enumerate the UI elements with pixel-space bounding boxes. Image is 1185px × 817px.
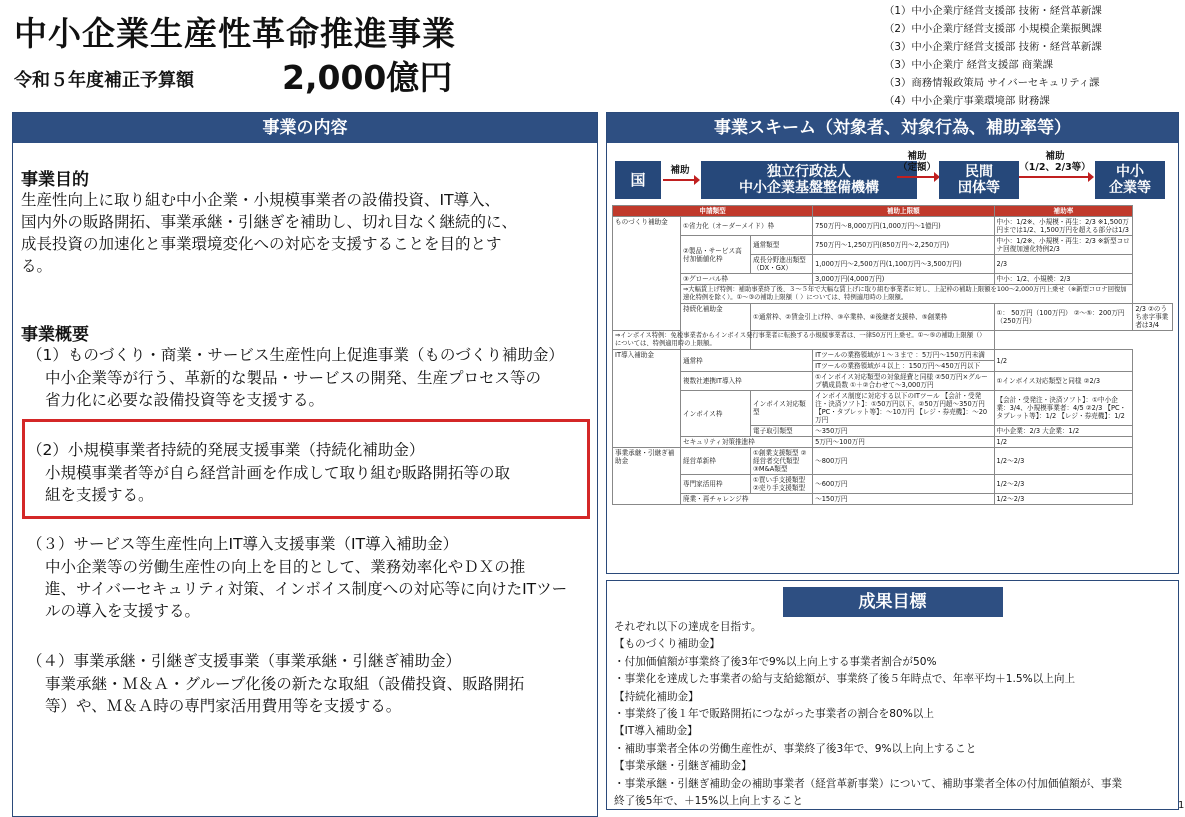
table-cell: ②製品・サービス高付加価値化枠: [681, 236, 751, 274]
goal-line: 【ものづくり補助金】: [614, 638, 720, 651]
table-header: 補助上限額: [813, 206, 994, 217]
table-cell: 中小：1/2、小規模：2/3: [994, 274, 1133, 285]
table-cell: ITツールの業務領域が１～３まで ：5万円～150万円未満: [813, 350, 994, 361]
overview-item-4-head: （４）事業承継・引継ぎ支援事業（事業承継・引継ぎ補助金）: [27, 652, 462, 670]
table-cell: 1/2～2/3: [994, 475, 1133, 494]
goals-panel: [606, 580, 1179, 810]
overview-item-2-head: （2）小規模事業者持続的発展支援事業（持続化補助金）: [27, 441, 425, 459]
scheme-panel: [606, 112, 1179, 574]
table-cell: ①買い手支援類型 ②売り手支援類型: [751, 475, 813, 494]
agency-line: 中小企業基盤整備機構: [739, 180, 879, 196]
goal-line: 【IT導入補助金】: [614, 725, 698, 738]
item-line: 小規模事業者等が自ら経営計画を作成して取り組む販路開拓等の取: [45, 464, 511, 482]
item-line: 進、サイバーセキュリティ対策、インボイス制度への対応等に向けたITツー: [45, 580, 568, 598]
table-cell: インボイス対応類型: [751, 391, 813, 426]
table-note: ⇒インボイス特例：免税事業者からインボイス発行事業者に転換する小規模事業者は、一律50万円上乗せ。①～⑤の補助上限額（）については、特例適用時の上限額。: [613, 331, 995, 350]
table-cell: 3,000万円(4,000万円): [813, 274, 994, 285]
purpose-line: 生産性向上に取り組む中小企業・小規模事業者の設備投資、IT導入、: [21, 191, 501, 209]
goals-list: [614, 619, 1174, 810]
goal-line: ・事業終了後１年で販路開拓につながった事業者の割合を80%以上: [614, 708, 934, 721]
table-cell: 複数社連携IT導入枠: [681, 372, 813, 391]
goal-line: 【持続化補助金】: [614, 690, 699, 703]
item-line: 事業承継・Ｍ＆Ａ・グループ化後の新たな取組（設備投資、販路開拓: [45, 675, 525, 693]
ministry-item: （3）中小企業庁 経営支援部 商業課: [884, 59, 1054, 71]
sme-line: 中小: [1116, 164, 1144, 180]
ministry-item: （1）中小企業庁経営支援部 技術・経営革新課: [884, 5, 1102, 17]
table-cell: 廃業・再チャレンジ枠: [681, 494, 813, 505]
table-cell: ～600万円: [813, 475, 994, 494]
table-cell: 持続化補助金: [681, 304, 751, 350]
overview-item-2-body: [45, 462, 583, 506]
flow-arrow-1: [663, 165, 697, 181]
table-cell: ～800万円: [813, 448, 994, 475]
overview-item-3-head: （３）サービス等生産性向上IT導入支援事業（IT導入補助金）: [27, 535, 459, 553]
item-line: 等）や、Ｍ＆Ａ時の専門家活用費用等を支援する。: [45, 697, 402, 715]
table-cell: ITツールの業務領域が４以上 ：150万円～450万円以下: [813, 361, 994, 372]
table-cell: 中小企業：2/3 大企業：1/2: [994, 426, 1133, 437]
scheme-panel-header: 事業スキーム（対象者、対象行為、補助率等）: [607, 113, 1178, 143]
table-cell: IT導入補助金: [613, 350, 681, 448]
table-cell: 通常類型: [751, 236, 813, 255]
overview-item-4-body: [45, 673, 583, 717]
table-cell: 5万円～100万円: [813, 437, 994, 448]
table-cell: ～350万円: [813, 426, 994, 437]
table-cell: ①： 50万円（100万円） ②～⑤：200万円（250万円）: [994, 304, 1133, 331]
purpose-line: る。: [21, 257, 53, 275]
overview-item-3-body: [45, 556, 583, 622]
goal-line: 【事業承継・引継ぎ補助金】: [614, 760, 752, 773]
item-line: 省力化に必要な設備投資等を支援する。: [45, 391, 325, 409]
table-cell: ①インボイス対応類型と同様 ②2/3: [994, 372, 1133, 391]
goal-line: ・事業化を達成した事業者の給与支給総額が、事業終了後５年時点で、年率平均＋1.5%以上向上: [614, 673, 1076, 686]
item-line: 中小企業等が行う、革新的な製品・サービスの開発、生産プロセス等の: [45, 369, 542, 387]
content-panel-header: 事業の内容: [13, 113, 597, 143]
ministry-list: [884, 2, 1102, 110]
ministry-item: （3）商務情報政策局 サイバーセキュリティ課: [884, 77, 1100, 89]
table-cell: 1/2～2/3: [994, 448, 1133, 475]
table-cell: 専門家活用枠: [681, 475, 751, 494]
table-cell: 1/2: [994, 350, 1133, 372]
table-cell: インボイス枠: [681, 391, 751, 437]
table-cell: 電子取引類型: [751, 426, 813, 437]
purpose-title: 事業目的: [21, 170, 89, 190]
table-note: ⇒大幅賃上げ特例：補助事業終了後、３～５年で大幅な賃上げに取り組む事業者に対し、上記枠の補助上限額を100～2,000万円上乗せ（※新型コロナ回復加速化特例を除く）。①～③の補助上限額（ ）については、特例適用時の上限額。: [681, 285, 1133, 304]
flow-arrow-3: [1019, 151, 1091, 178]
table-cell: ものづくり補助金: [613, 217, 681, 331]
private-line: 団体等: [958, 180, 1000, 196]
purpose-line: 国内外の販路開拓、事業承継・引継ぎを補助し、切れ目なく継続的に、: [21, 213, 518, 231]
goals-panel-header: 成果目標: [783, 587, 1003, 617]
table-cell: ①通常枠、②賃金引上げ枠、③卒業枠、④後継者支援枠、⑤創業枠: [751, 304, 995, 331]
table-cell: ③グローバル枠: [681, 274, 813, 285]
flow-agency: [701, 161, 917, 199]
sme-line: 企業等: [1109, 180, 1151, 196]
goal-line: ・補助事業者全体の労働生産性が、事業終了後3年で、9%以上向上すること: [614, 742, 977, 755]
goal-line: 終了後5年で、＋15%以上向上すること: [614, 795, 803, 808]
budget-label: 令和５年度補正予算額: [14, 70, 194, 91]
table-cell: 中小：1/2※、小規模・再生：2/3 ※1,500万円までは1/2、1,500万円を超える部分は1/3: [994, 217, 1133, 236]
table-cell: ①創業支援類型 ②経営者交代類型③M&A類型: [751, 448, 813, 475]
arrow-label: 補助: [907, 151, 927, 162]
table-cell: 1,000万円～2,500万円(1,100万円～3,500万円): [813, 255, 994, 274]
table-cell: セキュリティ対策推進枠: [681, 437, 813, 448]
overview-item-1-head: （1）ものづくり・商業・サービス生産性向上促進事業（ものづくり補助金）: [27, 346, 564, 364]
table-header: 補助率: [994, 206, 1133, 217]
table-cell: 2/3 ②のうち赤字事業者は3/4: [1133, 304, 1173, 331]
ministry-item: （3）中小企業庁経営支援部 技術・経営革新課: [884, 41, 1102, 53]
table-cell: ①省力化（オーダーメイド）枠: [681, 217, 813, 236]
goal-line: ・事業承継・引継ぎ補助金の補助事業者（経営革新事業）について、補助事業者全体の付加価値額が、事業: [614, 777, 1123, 790]
ministry-item: （2）中小企業庁経営支援部 小規模企業振興課: [884, 23, 1102, 35]
agency-line: 独立行政法人: [767, 164, 851, 180]
arrow-label: （定額）: [897, 162, 936, 173]
scheme-table: [612, 205, 1173, 505]
table-cell: 通常枠: [681, 350, 813, 372]
purpose-text: [21, 189, 601, 277]
arrow-label: 補助: [670, 165, 690, 176]
overview-title: 事業概要: [21, 325, 89, 345]
table-header: 申請類型: [613, 206, 813, 217]
table-cell: 750万円～8,000万円(1,000万円～1億円): [813, 217, 994, 236]
budget-amount: 2,000億円: [282, 58, 453, 97]
arrow-label: 補助: [1045, 151, 1065, 162]
arrow-label: （1/2、2/3等）: [1019, 162, 1091, 173]
table-cell: 【会計・受発注・決済ソフト】：①中小企業：3/4、小規模事業者：4/5 ②2/3 【PC・タブレット等】：1/2 【レジ・券売機】：1/2: [994, 391, 1133, 426]
item-line: 組を支援する。: [45, 486, 154, 504]
private-line: 民間: [965, 164, 993, 180]
table-cell: 1/2～2/3: [994, 494, 1133, 505]
item-line: ルの導入を支援する。: [45, 602, 201, 620]
content-panel: [12, 112, 598, 817]
table-cell: 事業承継・引継ぎ補助金: [613, 448, 681, 505]
ministry-item: （4）中小企業庁事業環境部 財務課: [884, 95, 1050, 107]
overview-item-1-body: [45, 367, 583, 411]
table-cell: 成長分野進出類型（DX・GX）: [751, 255, 813, 274]
table-cell: ①インボイス対応類型の対象経費と同様 ②50万円×グループ構成員数 ①＋②合わせて～3,000万円: [813, 372, 994, 391]
table-cell: 750万円～1,250万円(850万円～2,250万円): [813, 236, 994, 255]
table-cell: 1/2: [994, 437, 1133, 448]
flow-sme: [1095, 161, 1165, 199]
flow-arrow-2: [897, 151, 937, 178]
table-cell: 経営革新枠: [681, 448, 751, 475]
table-cell: 2/3: [994, 255, 1133, 274]
goal-line: それぞれ以下の達成を目指す。: [614, 621, 762, 633]
table-cell: 中小：1/2※、小規模・再生：2/3 ※新型コロナ回復加速化特例2/3: [994, 236, 1133, 255]
flow-kuni: 国: [615, 161, 661, 199]
purpose-line: 成長投資の加速化と事業環境変化への対応を支援することを目的とす: [21, 235, 502, 253]
item-line: 中小企業等の労働生産性の向上を目的として、業務効率化やＤＸの推: [45, 558, 526, 576]
flow-private: [939, 161, 1019, 199]
table-cell: ～150万円: [813, 494, 994, 505]
page-number: 1: [1178, 800, 1185, 811]
goal-line: ・付加価値額が事業終了後3年で9%以上向上する事業者割合が50%: [614, 655, 937, 668]
page-title: 中小企業生産性革命推進事業: [14, 14, 456, 53]
table-cell: インボイス制度に対応する以下のITツール 【会計・受発注・決済ソフト】：①50万円以下、②50万円超～350万円 【PC・タブレット等】：～10万円 【レジ・券売機】：～20万円: [813, 391, 994, 426]
